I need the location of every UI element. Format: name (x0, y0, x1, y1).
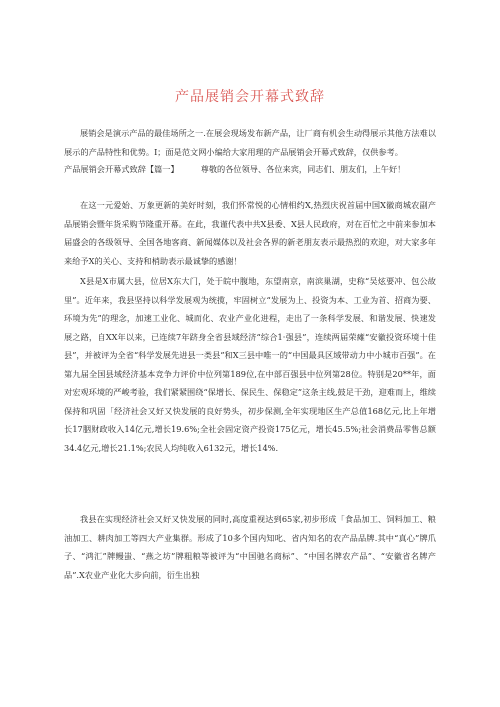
intro-paragraph: 展销会是演示产品的最佳场所之一.在展会现场发布新产品，让厂商有机会生动得展示其他方法难以展示的产品特性和优势。I；面是范文网小编给大家用理的产品展销会开幕式致辞，仅供参考。 (64, 128, 436, 157)
salutation: 尊敬的各位领导、各位来宾，同志们、朋友们，上午好！ (200, 164, 406, 174)
agriculture-paragraph: 我县在实现经济社会又好又快发展的同时,高度重视达到65家,初步形成「食品加工、饲料加工、粮油加工、耕肉加工等四大产业集群。形成了10多个国内知叱、省内知名的农产品品牌.其中“真心”牌爪子、“鸿汇”牌鳗蚩、“燕之坊”牌粗粮等被评为“中国驰名商标”、“中国名牌农产品”、“安徽省名牌产品”.X农业产业化大步向前，衍生出独 (64, 514, 436, 580)
section-heading: 产品展销会开幕式致辞【篇一】 (64, 164, 179, 174)
opening-paragraph: 在这一元爱始、万象更新的美好时刻，我们怀常悦的心情相约X,热烈庆祝首届中国X徽商城农副产品展销会暨年货采购节隆重开幕。在此，我谨代表中共X县委、X县人民政府，对在百忙之中前来参加本届盛会的各级领导、全国各地客商、新闻媒体以及社会各界的新老朋友表示最热烈的欢迎，对大家多年来给予X的关心、支持和梢助表示最诚挚的感谢！ (64, 200, 436, 266)
document-title: 产品展销会开幕式致辞 (175, 89, 325, 105)
section-heading-line (64, 160, 436, 179)
county-overview-paragraph: X县是X市属大县，位居X东大门，处于皖中腹地，东望南京，南滨巢湖，史称“吴炫要冲、包公故里”。近年来，我县坚持以科学发展观为统揽，牢固树立“发展为上、投资为本、工业为首、招商为要、环境为先”的理念，加速工业化、城而化、农业产业化进程，走出了一条科学发展、和谐发展、快速发展之路，自XX年以来，已连续7年跻身全省县域经济“综合1·强县”，连续两届荣瘫“安徽投资环境十佳县”，并被评为全省“科学发展先进县一类县”和X三县中唯一的“中国最具区域带动力中小城市百强”。在第九届全国县域经济基本竞争力评价中位列第189位,在中部百强县中位列第28位。特别是20**年，面对宏观环境的严峻考验，我们紧紧围绕“保增长、保民生、保稳定”这条主线,鼓足干劲，迎难而上，维续保持和巩固「经济社会又好又快发展的良好势头，初步保测,全年实现地区生产总值168亿元,比上年增长17胭财政收入14亿元,增长19.6%;全社会固定资产投资175亿元，增长45.5%;社会消费品零售总额34.4亿元,增长21.1%;农民人均纯收入6132元，增长14%. (64, 276, 436, 453)
